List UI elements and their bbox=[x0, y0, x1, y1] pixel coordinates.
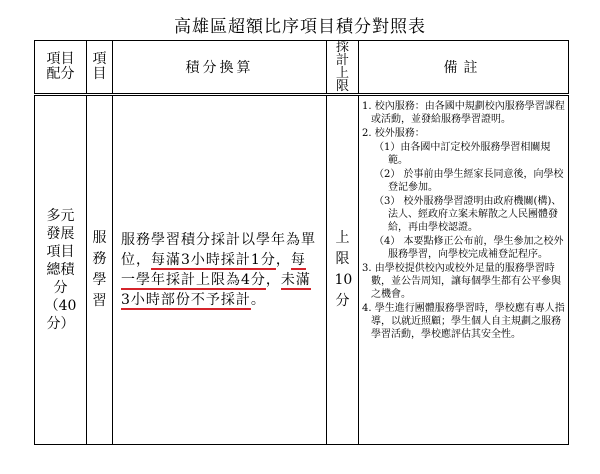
header-formula bbox=[113, 41, 327, 95]
item-cell bbox=[87, 95, 113, 445]
category-label: 多元發展項目總積分（40分） bbox=[44, 208, 77, 332]
header-row bbox=[35, 41, 569, 95]
note-1: 1. 校內服務：由各國中規劃校內服務學習課程或活動，並發給服務學習證明。 bbox=[362, 101, 565, 125]
notes-cell bbox=[359, 95, 569, 445]
formula-cell bbox=[113, 95, 327, 445]
note-2: 2. 校外服務： bbox=[362, 128, 425, 139]
header-category bbox=[35, 41, 87, 95]
note-2-1: （1）由各國中訂定校外服務學習相關規範。 bbox=[374, 142, 551, 166]
formula-separator-1: ， bbox=[275, 252, 291, 268]
limit-cell bbox=[327, 95, 359, 445]
header-formula-label: 積分換算 bbox=[185, 60, 254, 76]
page-title: 高雄區超額比序項目積分對照表 bbox=[174, 17, 426, 37]
header-category-label: 項目配分 bbox=[46, 51, 75, 82]
formula-highlight-2: 每一學年採計上限為4分 bbox=[121, 252, 306, 288]
formula-highlight-3: 未滿3小時部份不予採計 bbox=[121, 272, 311, 308]
header-limit-label: 採計上限 bbox=[335, 40, 349, 94]
formula-highlight-1: 每滿3小時採計1分 bbox=[151, 252, 276, 268]
note-2-2: （2） 於事前由學生經家長同意後，向學校登記參加。 bbox=[374, 169, 564, 193]
note-2-4: （4） 本要點修正公布前，學生參加之校外服務學習，向學校完成補登記程序。 bbox=[374, 236, 564, 260]
header-notes-label: 備註 bbox=[443, 60, 484, 76]
formula-text: 服務學習積分採計以學年為單位， bbox=[121, 232, 316, 268]
header-limit bbox=[327, 41, 359, 95]
table-row bbox=[35, 95, 569, 445]
header-item-label: 項目 bbox=[92, 51, 107, 82]
limit-label: 上限10分 bbox=[334, 230, 353, 309]
note-2-3: （3） 校外服務學習證明由政府機關(構)、法人、經政府立案未解散之人民團體發給，再由學校認證。 bbox=[374, 196, 562, 233]
note-3: 3. 由學校提供校內或校外足量的服務學習時數，並公告周知，讓每個學生都有公平參與之機會。 bbox=[362, 263, 561, 300]
header-item bbox=[87, 41, 113, 95]
formula-separator-2: ， bbox=[265, 272, 281, 288]
category-cell bbox=[35, 95, 87, 445]
item-label: 服務學習 bbox=[92, 230, 107, 309]
header-notes bbox=[359, 41, 569, 95]
note-4: 4. 學生進行團體服務學習時，學校應有專人指導，以就近照顧；學生個人自主規劃之服務學習活動，學校應評估其安全性。 bbox=[362, 303, 565, 340]
formula-end: 。 bbox=[250, 292, 266, 308]
points-table bbox=[34, 40, 569, 445]
